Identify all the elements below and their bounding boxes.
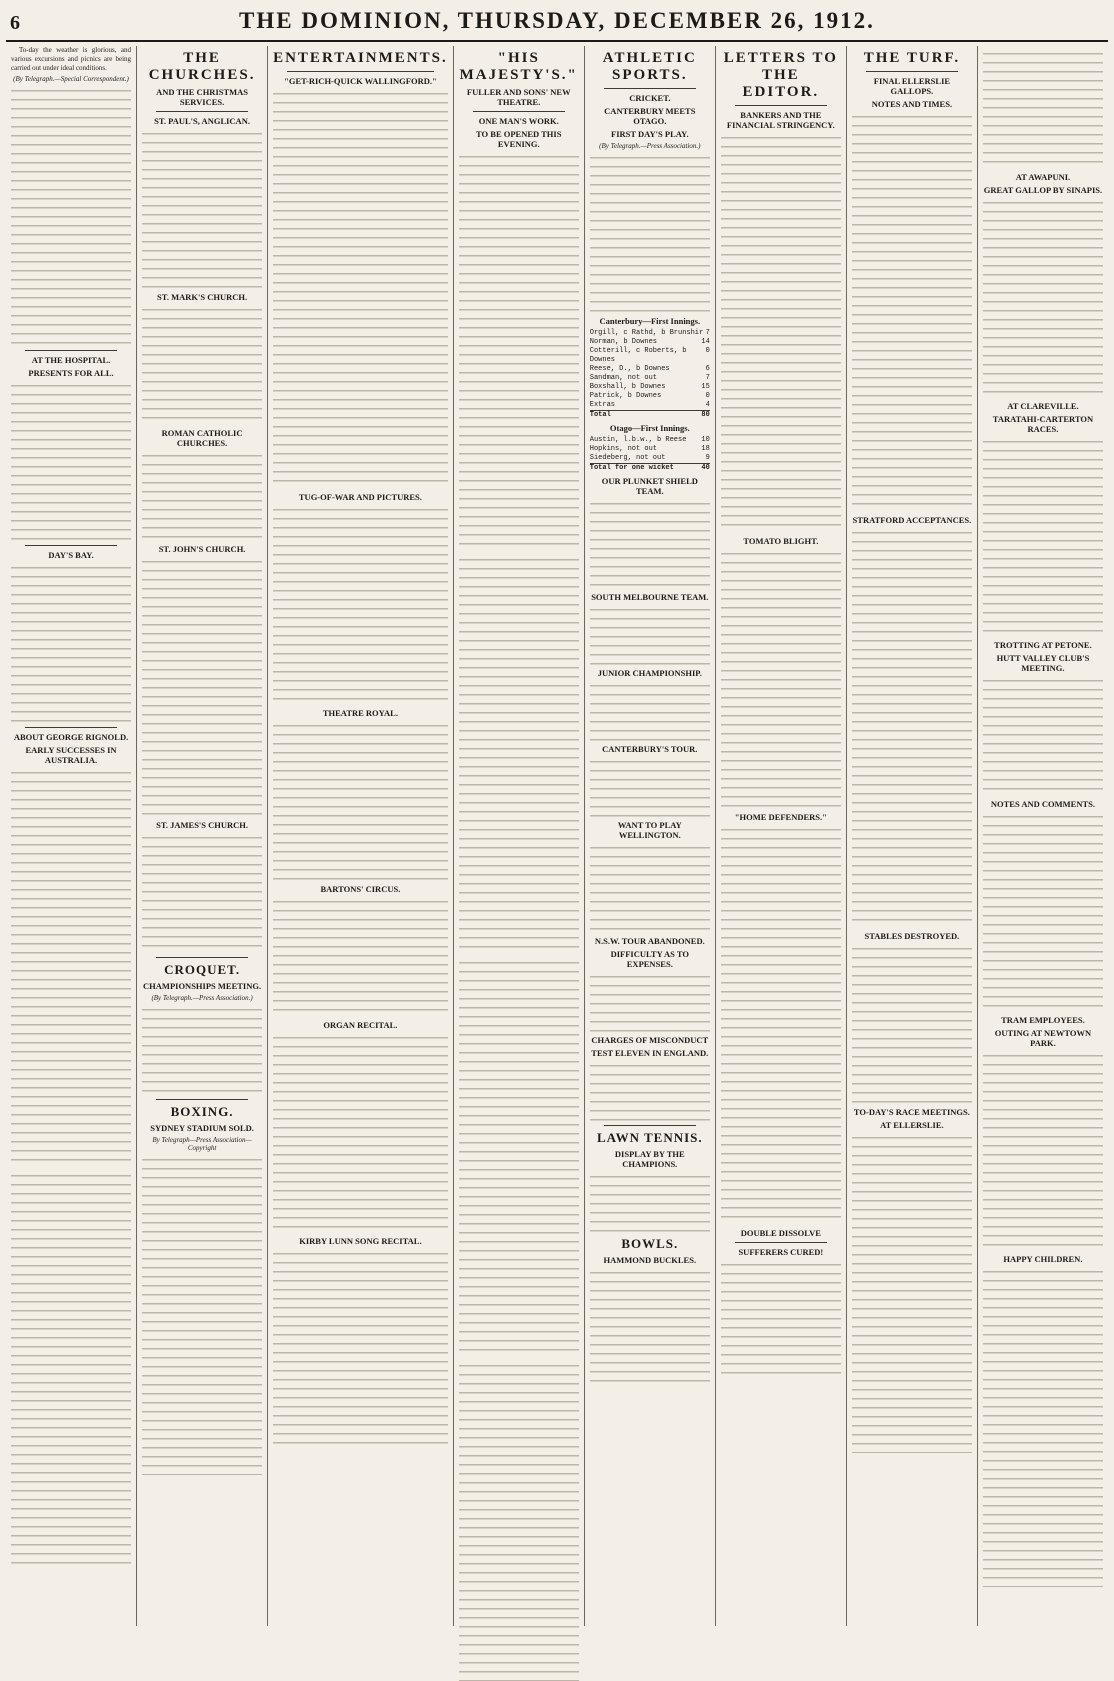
section-subheading: HUTT VALLEY CLUB'S MEETING.: [996, 653, 1090, 673]
section-heading: AT THE HOSPITAL.: [31, 355, 111, 365]
section-heading: BANKERS AND THE FINANCIAL STRINGENCY.: [726, 110, 835, 130]
section-title: THE CHURCHES.: [148, 50, 256, 83]
runs: 0: [705, 347, 710, 355]
runs: 6: [705, 365, 710, 373]
runs: 7: [705, 374, 710, 382]
total-label: Total: [589, 411, 611, 419]
section-subheading: EARLY SUCCESSES IN AUSTRALIA.: [25, 745, 117, 765]
article-body: [590, 757, 710, 817]
article-body: [273, 89, 448, 489]
section-subheading: CANTERBURY MEETS OTAGO.: [604, 106, 696, 126]
article-body: [11, 381, 131, 541]
runs: 18: [701, 445, 710, 453]
section-title: "HIS MAJESTY'S.": [459, 50, 578, 83]
divider: [604, 88, 696, 89]
section-subheading: NOTES AND TIMES.: [871, 99, 953, 109]
article-body: [983, 49, 1103, 169]
section-title: BOWLS.: [621, 1236, 679, 1251]
batsman: Hopkins, not out: [589, 445, 657, 453]
section-heading: TOMATO BLIGHT.: [743, 536, 819, 546]
section-heading: ST. JOHN'S CHURCH.: [158, 544, 246, 554]
section-heading: SOUTH MELBOURNE TEAM.: [591, 592, 709, 602]
batsman: Boxshall, b Downes: [589, 383, 666, 391]
runs: 9: [705, 454, 710, 462]
section-heading: BARTONS' CIRCUS.: [320, 884, 401, 894]
section-heading: CANTERBURY'S TOUR.: [602, 744, 698, 754]
section-heading: N.S.W. TOUR ABANDONED.: [594, 936, 705, 946]
masthead-title: THE DOMINION, THURSDAY, DECEMBER 26, 1912.: [239, 8, 875, 33]
divider: [735, 1242, 827, 1243]
column-3: [268, 46, 454, 1626]
section-subheading: OUTING AT NEWTOWN PARK.: [994, 1028, 1092, 1048]
section-heading: JUNIOR CHAMPIONSHIP.: [597, 668, 702, 678]
section-subheading: HAMMOND BUCKLES.: [603, 1255, 697, 1265]
score-row: [590, 445, 710, 454]
section-title: LETTERS TO THE EDITOR.: [723, 50, 838, 100]
column-2: [137, 46, 268, 1626]
section-subheading: AT ELLERSLIE.: [880, 1120, 944, 1130]
runs: 4: [705, 401, 710, 409]
section-subheading: ONE MAN'S WORK.: [478, 116, 559, 126]
column-8: [978, 46, 1108, 1626]
batsman: Austin, l.b.w., b Reese: [589, 436, 687, 444]
dateline: By Telegraph—Press Association—Copyright: [152, 1136, 252, 1152]
section-title: CROQUET.: [164, 962, 241, 977]
runs: 10: [701, 436, 710, 444]
column-5: [585, 46, 716, 1626]
article-body: [11, 1171, 131, 1571]
column-4: [454, 46, 585, 1626]
score-row: [590, 374, 710, 383]
score-total: [590, 463, 710, 473]
article-body: [983, 676, 1103, 796]
article-body: [273, 721, 448, 881]
columns: [6, 46, 1108, 1626]
article-body: [721, 133, 841, 533]
article-body: [983, 198, 1103, 398]
section-heading: TO-DAY'S RACE MEETINGS.: [853, 1107, 970, 1117]
batsman: Reese, D., b Downes: [589, 365, 670, 373]
intro-text: To-day the weather is glorious, and various excursions and picnics are being carried out under ideal conditions.: [11, 46, 132, 72]
article-body: [142, 833, 262, 953]
batsman: Norman, b Downes: [589, 338, 657, 346]
divider: [604, 1125, 696, 1126]
article-body: [983, 1267, 1103, 1587]
article-body: [273, 1033, 448, 1233]
score-total: [590, 410, 710, 420]
section-heading: TROTTING AT PETONE.: [994, 640, 1092, 650]
batsman: Patrick, b Downes: [589, 392, 662, 400]
section-heading: AT CLAREVILLE.: [1007, 401, 1079, 411]
article-body: [273, 505, 448, 705]
section-subheading: TEST ELEVEN IN ENGLAND.: [591, 1048, 709, 1058]
article-body: [590, 843, 710, 933]
total-runs: 40: [701, 464, 710, 472]
section-heading: THEATRE ROYAL.: [322, 708, 398, 718]
article-body: [11, 563, 131, 723]
batsman: Extras: [589, 401, 615, 409]
section-subheading: AND THE CHRISTMAS SERVICES.: [156, 87, 249, 107]
section-heading: FINAL ELLERSLIE GALLOPS.: [873, 76, 951, 96]
article-body: [721, 549, 841, 809]
section-title: ATHLETIC SPORTS.: [602, 50, 697, 83]
article-body: [852, 1133, 972, 1453]
section-heading: DAY'S BAY.: [48, 550, 94, 560]
scorecard-heading: Otago—First Innings.: [609, 423, 690, 433]
total-label: Total for one wicket: [589, 464, 674, 472]
article-body: [852, 528, 972, 928]
section-heading: "GET-RICH-QUICK WALLINGFORD.": [284, 76, 437, 86]
section-heading: ST. PAUL'S, ANGLICAN.: [154, 116, 250, 126]
divider: [866, 71, 958, 72]
page-number: 6: [10, 12, 20, 34]
divider: [156, 957, 248, 958]
article-body: [459, 555, 579, 955]
signature: DOUBLE DISSOLVE: [740, 1228, 821, 1238]
score-row: [590, 401, 710, 410]
divider: [25, 545, 117, 546]
runs: 14: [701, 338, 710, 346]
column-7: [847, 46, 978, 1626]
section-heading: CHARGES OF MISCONDUCT: [591, 1035, 709, 1045]
section-title: THE TURF.: [863, 50, 961, 66]
article-body: [983, 437, 1103, 637]
runs: 0: [705, 392, 710, 400]
article-body: [142, 451, 262, 541]
section-subheading: PRESENTS FOR ALL.: [28, 368, 114, 378]
article-body: [11, 768, 131, 1168]
section-heading: HAPPY CHILDREN.: [1003, 1254, 1083, 1264]
section-heading: "HOME DEFENDERS.": [734, 812, 827, 822]
section-heading: ST. MARK'S CHURCH.: [157, 292, 248, 302]
section-heading: TRAM EMPLOYEES.: [1001, 1015, 1085, 1025]
article-body: [721, 825, 841, 1225]
section-heading: WANT TO PLAY WELLINGTON.: [617, 820, 682, 840]
dateline: (By Telegraph.—Press Association.): [151, 994, 253, 1002]
section-subheading: CHAMPIONSHIPS MEETING.: [143, 981, 262, 991]
score-row: [590, 365, 710, 374]
article-body: [142, 1005, 262, 1095]
advert-body: [721, 1260, 841, 1380]
dateline: (By Telegraph.—Press Association.): [599, 142, 701, 150]
score-row: [590, 329, 710, 338]
section-heading: STRATFORD ACCEPTANCES.: [852, 515, 972, 525]
article-body: [590, 681, 710, 741]
section-heading: ROMAN CATHOLIC CHURCHES.: [161, 428, 243, 448]
article-body: [590, 1061, 710, 1121]
section-subheading: FULLER AND SONS' NEW THEATRE.: [466, 87, 571, 107]
article-body: [273, 1249, 448, 1449]
section-subheading: GREAT GALLOP BY SINAPIS.: [983, 185, 1103, 195]
section-heading: AT AWAPUNI.: [1015, 172, 1071, 182]
article-body: [459, 152, 579, 552]
otago-scorecard: [590, 436, 710, 473]
divider: [473, 111, 565, 112]
batsman: Sandman, not out: [589, 374, 657, 382]
article-body: [590, 1268, 710, 1388]
divider: [735, 105, 827, 106]
divider: [287, 71, 434, 72]
score-row: [590, 338, 710, 347]
score-row: [590, 454, 710, 463]
article-body: [142, 1155, 262, 1475]
article-body: [590, 1172, 710, 1232]
section-title: ENTERTAINMENTS.: [273, 50, 448, 66]
article-body: [590, 605, 710, 665]
section-heading: ST. JAMES'S CHURCH.: [156, 820, 249, 830]
section-subheading: DISPLAY BY THE CHAMPIONS.: [614, 1149, 685, 1169]
batsman: Siedeberg, not out: [589, 454, 666, 462]
section-heading: NOTES AND COMMENTS.: [990, 799, 1096, 809]
section-heading: TUG-OF-WAR AND PICTURES.: [298, 492, 422, 502]
article-body: [459, 958, 579, 1358]
canterbury-scorecard: [590, 329, 710, 420]
section-heading: OUR PLUNKET SHIELD TEAM.: [601, 476, 698, 496]
section-heading: KIRBY LUNN SONG RECITAL.: [299, 1236, 422, 1246]
article-body: [852, 112, 972, 512]
section-title: LAWN TENNIS.: [596, 1130, 703, 1145]
article-body: [142, 305, 262, 425]
section-heading: CRICKET.: [629, 93, 671, 103]
article-body: [983, 1051, 1103, 1251]
divider: [25, 350, 117, 351]
scorecard-heading: Canterbury—First Innings.: [599, 316, 701, 326]
section-heading: ABOUT GEORGE RIGNOLD.: [13, 732, 129, 742]
runs: 7: [705, 329, 710, 337]
article-body: [852, 944, 972, 1104]
section-subheading: SYDNEY STADIUM SOLD.: [150, 1123, 254, 1133]
dateline: (By Telegraph.—Special Correspondent.): [13, 75, 129, 83]
section-heading: STABLES DESTROYED.: [864, 931, 960, 941]
divider: [25, 727, 117, 728]
section-heading: ORGAN RECITAL.: [323, 1020, 398, 1030]
article-body: [590, 972, 710, 1032]
article-body: [273, 897, 448, 1017]
batsman: Orgill, c Rathd, b Brunshir: [589, 329, 704, 337]
article-body: [459, 1361, 579, 1681]
article-body: [142, 557, 262, 817]
section-subheading: DIFFICULTY AS TO EXPENSES.: [610, 949, 690, 969]
score-row: [590, 392, 710, 401]
total-runs: 80: [701, 411, 710, 419]
article-body: [590, 499, 710, 589]
divider: [156, 111, 248, 112]
score-row: [590, 383, 710, 392]
runs: 15: [701, 383, 710, 391]
article-body: [590, 153, 710, 313]
section-title: BOXING.: [170, 1104, 234, 1119]
article-body: [142, 129, 262, 289]
score-row: [590, 436, 710, 445]
article-body: [11, 86, 131, 346]
article-body: [983, 812, 1103, 1012]
batsman: Cotterill, c Roberts, b Downes: [589, 347, 687, 364]
section-subheading: TARATAHI-CARTERTON RACES.: [992, 414, 1094, 434]
score-row: [590, 347, 710, 365]
section-subheading: TO BE OPENED THIS EVENING.: [476, 129, 562, 149]
column-6: [716, 46, 847, 1626]
column-1: [6, 46, 137, 1626]
masthead: [6, 6, 1108, 42]
advert-heading: SUFFERERS CURED!: [738, 1247, 824, 1257]
divider: [156, 1099, 248, 1100]
section-subheading: FIRST DAY'S PLAY.: [611, 129, 689, 139]
